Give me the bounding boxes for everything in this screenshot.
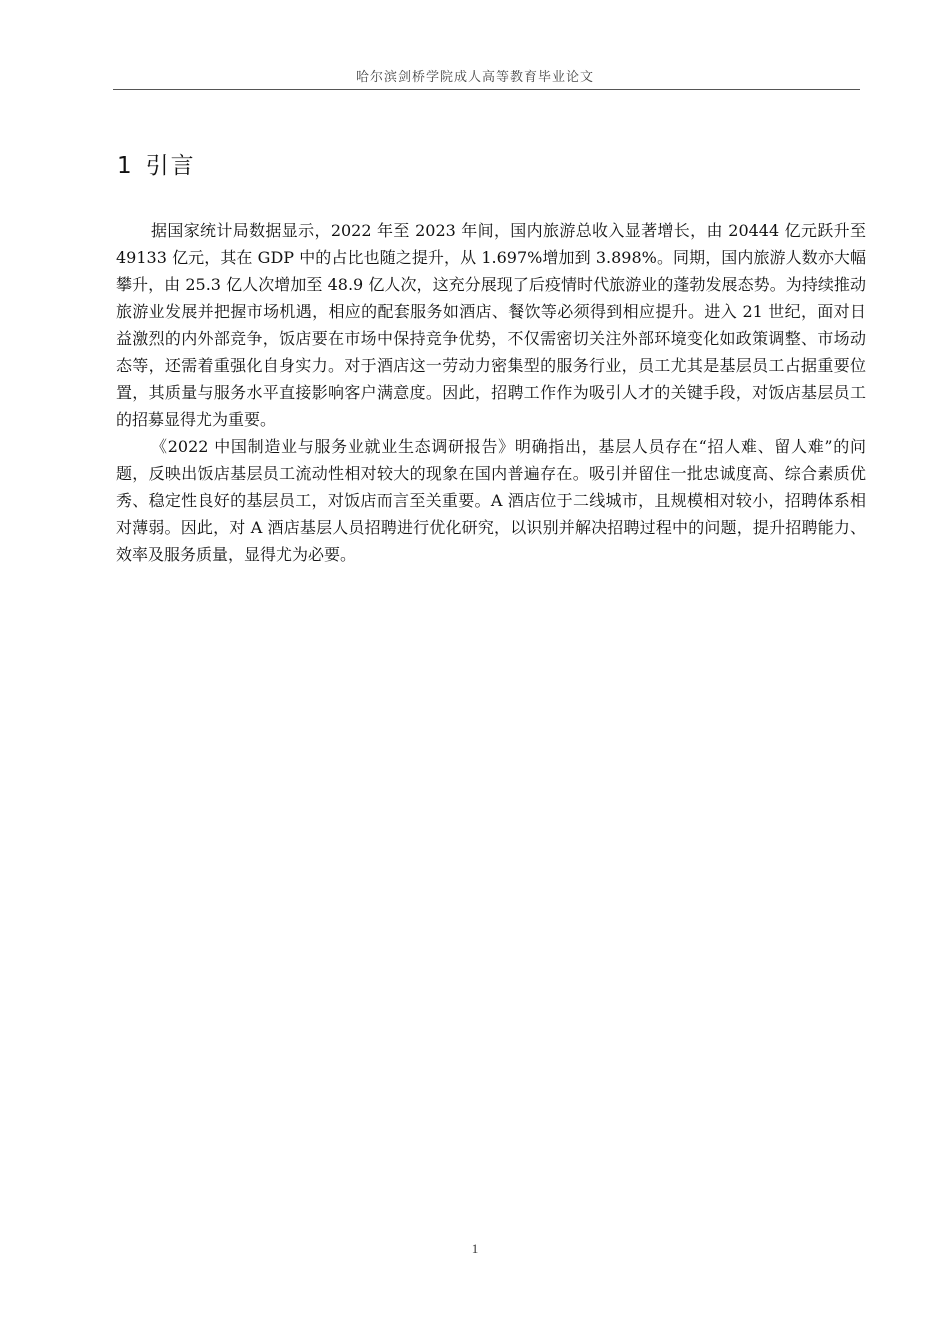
body-text: [116, 217, 866, 568]
paragraph: 《2022 中国制造业与服务业就业生态调研报告》明确指出，基层人员存在“招人难、留人难”的问题，反映出饭店基层员工流动性相对较大的现象在国内普遍存在。吸引并留住一批忠诚度高、综合素质优秀、稳定性良好的基层员工，对饭店而言至关重要。A 酒店位于二线城市，且规模相对较小，招聘体系相对薄弱。因此，对 A 酒店基层人员招聘进行优化研究，以识别并解决招聘过程中的问题，提升招聘能力、效率及服务质量，显得尤为必要。: [116, 437, 866, 564]
section-heading: [117, 147, 196, 180]
section-number: 1: [117, 153, 134, 179]
page-number: 1: [471, 1241, 479, 1256]
section-title: 引言: [145, 153, 196, 179]
running-header: 哈尔滨剑桥学院成人高等教育毕业论文: [355, 70, 594, 85]
header-divider: [113, 89, 860, 90]
paragraph: 据国家统计局数据显示，2022 年至 2023 年间，国内旅游总收入显著增长，由 20444 亿元跃升至 49133 亿元，其在 GDP 中的占比也随之提升，从 1.697%增加到 3.898%。同期，国内旅游人数亦大幅攀升，由 25.3 亿人次增加至 48.9 亿人次，这充分展现了后疫情时代旅游业的蓬勃发展态势。为持续推动旅游业发展并把握市场机遇，相应的配套服务如酒店、餐饮等必须得到相应提升。进入 21 世纪，面对日益激烈的内外部竞争，饭店要在市场中保持竞争优势，不仅需密切关注外部环境变化如政策调整、市场动态等，还需着重强化自身实力。对于酒店这一劳动力密集型的服务行业，员工尤其是基层员工占据重要位置，其质量与服务水平直接影响客户满意度。因此，招聘工作作为吸引人才的关键手段，对饭店基层员工的招募显得尤为重要。: [116, 221, 866, 429]
